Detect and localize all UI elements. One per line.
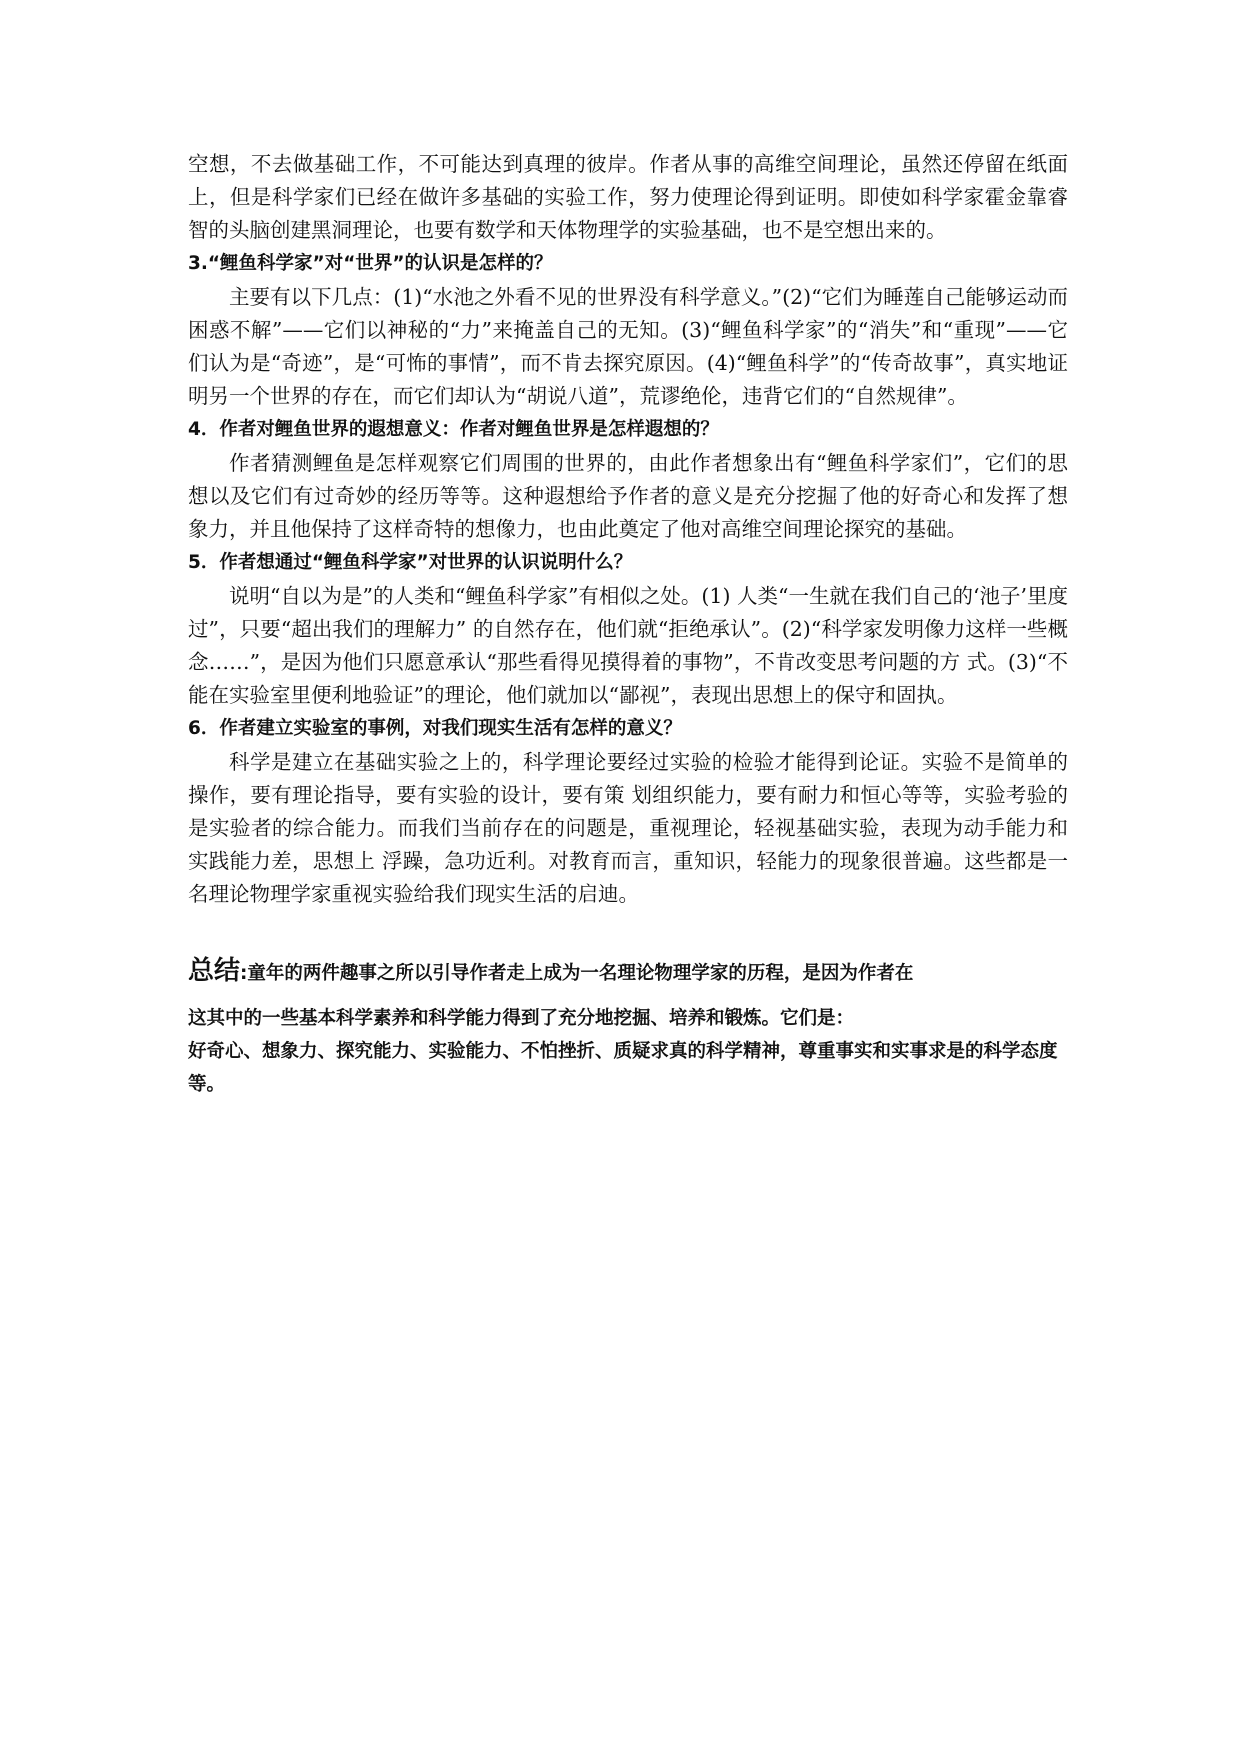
summary-block (188, 949, 1068, 1101)
document-page (188, 148, 1068, 1101)
question-heading: 6．作者建立实验室的事例，对我们现实生活有怎样的意义？ (188, 718, 682, 739)
answer-paragraph: 说明“自以为是”的人类和“鲤鱼科学家”有相似之处。(1) 人类“一生就在我们自己的‘池子’里度过”，只要“超出我们的理解力” 的自然存在，他们就“拒绝承认”。(2)“科学家发明像力这样一些概念……”，是因为他们只愿意承认“那些看得见摸得着的事物”，不肯改变思考问题的方 式。(3)“不能在实验室里便利地验证”的理论，他们就加以“鄙视”，表现出思想上的保守和固执。 (188, 584, 1068, 707)
summary-line: 这其中的一些基本科学素养和科学能力得到了充分地挖掘、培养和锻炼。它们是： (188, 1008, 855, 1029)
summary-lead-line (188, 949, 1068, 996)
answer-paragraph: 作者猜测鲤鱼是怎样观察它们周围的世界的，由此作者想象出有“鲤鱼科学家们”，它们的思想以及它们有过奇妙的经历等等。这种遐想给予作者的意义是充分挖掘了他的好奇心和发挥了想象力，并且他保持了这样奇特的想像力，也由此奠定了他对高维空间理论探究的基础。 (188, 451, 1068, 541)
section-4 (188, 413, 1068, 546)
answer-paragraph: 科学是建立在基础实验之上的，科学理论要经过实验的检验才能得到论证。实验不是简单的操作，要有理论指导，要有实验的设计，要有策 划组织能力，要有耐力和恒心等等，实验考验的是实验者的综合能力。而我们当前存在的问题是，重视理论，轻视基础实验，表现为动手能力和实践能力差，思想上 浮躁，急功近利。对教育而言，重知识，轻能力的现象很普遍。这些都是一名理论物理学家重视实验给我们现实生活的启迪。 (188, 750, 1068, 906)
summary-line: 好奇心、想象力、探究能力、实验能力、不怕挫折、质疑求真的科学精神，尊重事实和实事求是的科学态度等。 (188, 1041, 1058, 1095)
question-heading: 3.“鲤鱼科学家”对“世界”的认识是怎样的？ (188, 253, 553, 274)
section-3 (188, 247, 1068, 413)
summary-lead-text: 童年的两件趣事之所以引导作者走上成为一名理论物理学家的历程，是因为作者在 (247, 963, 914, 984)
continuation-paragraph: 空想，不去做基础工作，不可能达到真理的彼岸。作者从事的高维空间理论，虽然还停留在纸面上，但是科学家们已经在做许多基础的实验工作，努力使理论得到证明。即使如科学家霍金靠睿智的头脑创建黑洞理论，也要有数学和天体物理学的实验基础，也不是空想出来的。 (188, 152, 1068, 242)
section-5 (188, 546, 1068, 712)
summary-label: 总结 (188, 956, 241, 986)
question-heading: 5．作者想通过“鲤鱼科学家”对世界的认识说明什么？ (188, 552, 633, 573)
answer-paragraph: 主要有以下几点：(1)“水池之外看不见的世界没有科学意义。”(2)“它们为睡莲自己能够运动而困惑不解”——它们以神秘的“力”来掩盖自己的无知。(3)“鲤鱼科学家”的“消失”和“重现”——它们认为是“奇迹”，是“可怖的事情”，而不肯去探究原因。(4)“鲤鱼科学”的“传奇故事”，真实地证明另一个世界的存在，而它们却认为“胡说八道”，荒谬绝伦，违背它们的“自然规律”。 (188, 285, 1068, 408)
question-heading: 4．作者对鲤鱼世界的遐想意义：作者对鲤鱼世界是怎样遐想的？ (188, 419, 719, 440)
summary-colon: : (240, 963, 248, 984)
section-6 (188, 712, 1068, 911)
